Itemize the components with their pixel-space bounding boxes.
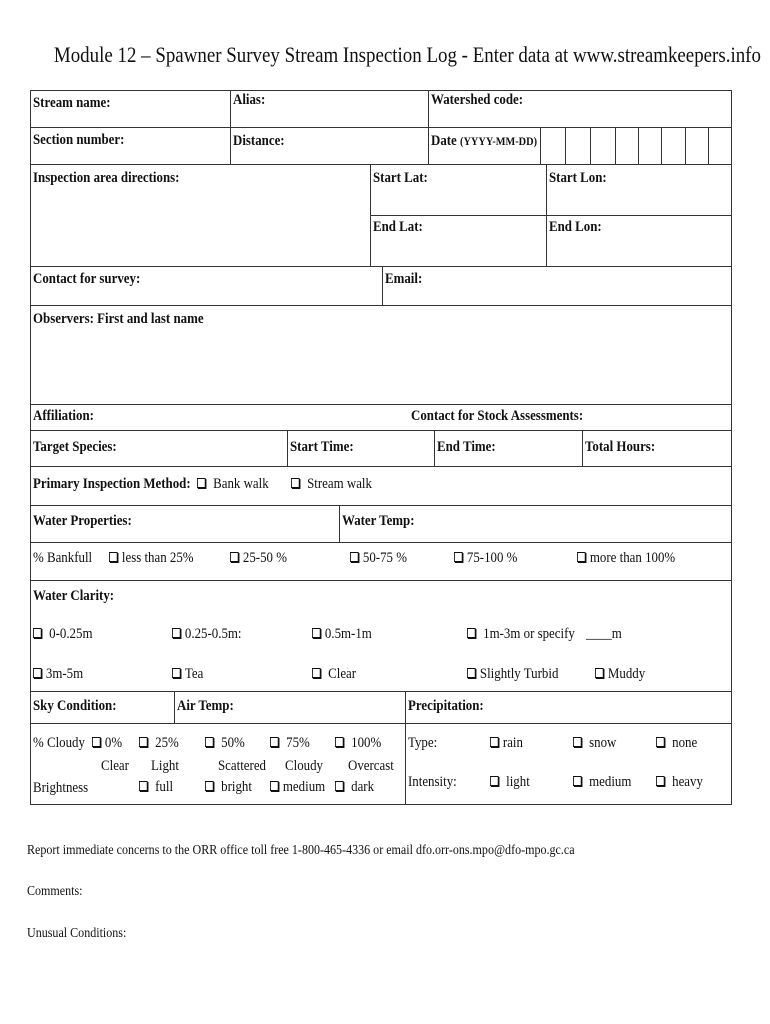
checkbox-icon[interactable] (172, 628, 181, 638)
checkbox-icon[interactable] (577, 552, 586, 562)
checkbox-icon[interactable] (490, 776, 499, 786)
cloud-desc-scattered: Scattered (218, 758, 266, 774)
cloud-option-75[interactable]: 75% (270, 735, 310, 752)
start-time-label: Start Time: (290, 439, 354, 455)
clarity-option-3-5[interactable]: 3m-5m (33, 666, 83, 683)
checkbox-icon[interactable] (109, 552, 118, 562)
clarity-option-1-3[interactable]: 1m-3m or specify (467, 626, 575, 643)
cloud-option-50[interactable]: 50% (205, 735, 245, 752)
precip-option-snow[interactable]: snow (573, 735, 616, 752)
clarity-option-025-05[interactable]: 0.25-0.5m: (172, 626, 242, 643)
contact-survey-label: Contact for survey: (33, 271, 141, 287)
checkbox-icon[interactable] (335, 737, 344, 747)
sky-condition-label: Sky Condition: (33, 698, 117, 714)
comments-label: Comments: (27, 884, 83, 899)
precipitation-label: Precipitation: (408, 698, 484, 714)
clarity-option-muddy[interactable]: Muddy (595, 666, 645, 683)
bankfull-option-lt25[interactable]: less than 25% (109, 550, 194, 567)
checkbox-icon[interactable] (573, 737, 582, 747)
inspection-method-label: Primary Inspection Method: (33, 476, 191, 492)
start-lon-label: Start Lon: (549, 170, 607, 186)
end-lat-label: End Lat: (373, 219, 423, 235)
checkbox-icon[interactable] (139, 781, 148, 791)
checkbox-icon[interactable] (350, 552, 359, 562)
checkbox-icon[interactable] (467, 628, 476, 638)
checkbox-icon[interactable] (33, 668, 42, 678)
checkbox-icon[interactable] (92, 737, 101, 747)
clarity-option-0-025[interactable]: 0-0.25m (33, 626, 92, 643)
cloud-option-0[interactable]: 0% (92, 735, 122, 752)
bankfull-option-gt100[interactable]: more than 100% (577, 550, 675, 567)
air-temp-label: Air Temp: (177, 698, 234, 714)
checkbox-icon[interactable] (197, 478, 206, 488)
clarity-option-slightly-turbid[interactable]: Slightly Turbid (467, 666, 558, 683)
page-title: Module 12 – Spawner Survey Stream Inspection Log - Enter data at www.streamkeepers.info (53, 42, 761, 67)
checkbox-icon[interactable] (230, 552, 239, 562)
checkbox-icon[interactable] (270, 737, 279, 747)
clarity-specify-field[interactable]: ____m (586, 626, 622, 642)
water-clarity-label: Water Clarity: (33, 588, 115, 604)
cloud-desc-clear: Clear (101, 758, 129, 774)
email-label: Email: (385, 271, 423, 287)
cloud-desc-light: Light (151, 758, 179, 774)
inspection-directions-label: Inspection area directions: (33, 170, 180, 186)
brightness-option-full[interactable]: full (139, 779, 173, 796)
watershed-code-label: Watershed code: (431, 92, 524, 108)
end-lon-label: End Lon: (549, 219, 602, 235)
checkbox-icon[interactable] (595, 668, 604, 678)
clarity-option-tea[interactable]: Tea (172, 666, 203, 683)
precip-option-rain[interactable]: rain (490, 735, 523, 752)
intensity-option-heavy[interactable]: heavy (656, 774, 703, 791)
stream-name-label: Stream name: (33, 95, 111, 111)
checkbox-icon[interactable] (490, 737, 499, 747)
cloud-desc-overcast: Overcast (348, 758, 394, 774)
bank-walk-option[interactable]: Bank walk (197, 476, 269, 493)
section-number-label: Section number: (33, 132, 125, 148)
contact-stock-label: Contact for Stock Assessments: (411, 408, 584, 424)
bankfull-label: % Bankfull (33, 550, 93, 566)
checkbox-icon[interactable] (312, 628, 321, 638)
brightness-option-medium[interactable]: medium (270, 779, 325, 796)
distance-label: Distance: (233, 133, 285, 149)
cloud-option-100[interactable]: 100% (335, 735, 381, 752)
checkbox-icon[interactable] (205, 737, 214, 747)
date-format-hint: (YYYY-MM-DD) (460, 134, 538, 148)
checkbox-icon[interactable] (573, 776, 582, 786)
intensity-option-light[interactable]: light (490, 774, 530, 791)
water-temp-label: Water Temp: (342, 513, 415, 529)
affiliation-label: Affiliation: (33, 408, 94, 424)
clarity-option-clear[interactable]: Clear (312, 666, 356, 683)
checkbox-icon[interactable] (656, 737, 665, 747)
checkbox-icon[interactable] (335, 781, 344, 791)
start-lat-label: Start Lat: (373, 170, 428, 186)
checkbox-icon[interactable] (270, 781, 279, 791)
precip-intensity-label: Intensity: (408, 774, 457, 790)
target-species-label: Target Species: (33, 439, 117, 455)
water-properties-label: Water Properties: (33, 513, 132, 529)
bankfull-option-75-100[interactable]: 75-100 % (454, 550, 517, 567)
checkbox-icon[interactable] (656, 776, 665, 786)
checkbox-icon[interactable] (312, 668, 321, 678)
precip-option-none[interactable]: none (656, 735, 697, 752)
cloudy-label: % Cloudy (33, 735, 85, 751)
bankfull-option-25-50[interactable]: 25-50 % (230, 550, 287, 567)
checkbox-icon[interactable] (467, 668, 476, 678)
checkbox-icon[interactable] (454, 552, 463, 562)
bankfull-option-50-75[interactable]: 50-75 % (350, 550, 407, 567)
checkbox-icon[interactable] (205, 781, 214, 791)
checkbox-icon[interactable] (139, 737, 148, 747)
report-concerns-text: Report immediate concerns to the ORR office toll free 1-800-465-4336 or email dfo.orr-ons.mpo@dfo-mpo.gc.ca (27, 843, 575, 858)
date-label: Date (YYYY-MM-DD) (431, 133, 538, 149)
brightness-option-bright[interactable]: bright (205, 779, 252, 796)
cloud-desc-cloudy: Cloudy (285, 758, 324, 774)
unusual-conditions-label: Unusual Conditions: (27, 926, 127, 941)
checkbox-icon[interactable] (291, 478, 300, 488)
precip-type-label: Type: (408, 735, 438, 751)
alias-label: Alias: (233, 92, 266, 108)
intensity-option-medium[interactable]: medium (573, 774, 631, 791)
cloud-option-25[interactable]: 25% (139, 735, 179, 752)
brightness-label: Brightness (33, 780, 89, 796)
stream-walk-option[interactable]: Stream walk (291, 476, 372, 493)
total-hours-label: Total Hours: (585, 439, 656, 455)
brightness-option-dark[interactable]: dark (335, 779, 374, 796)
observers-label: Observers: First and last name (33, 311, 204, 327)
clarity-option-05-1[interactable]: 0.5m-1m (312, 626, 372, 643)
checkbox-icon[interactable] (172, 668, 181, 678)
end-time-label: End Time: (437, 439, 496, 455)
checkbox-icon[interactable] (33, 628, 42, 638)
